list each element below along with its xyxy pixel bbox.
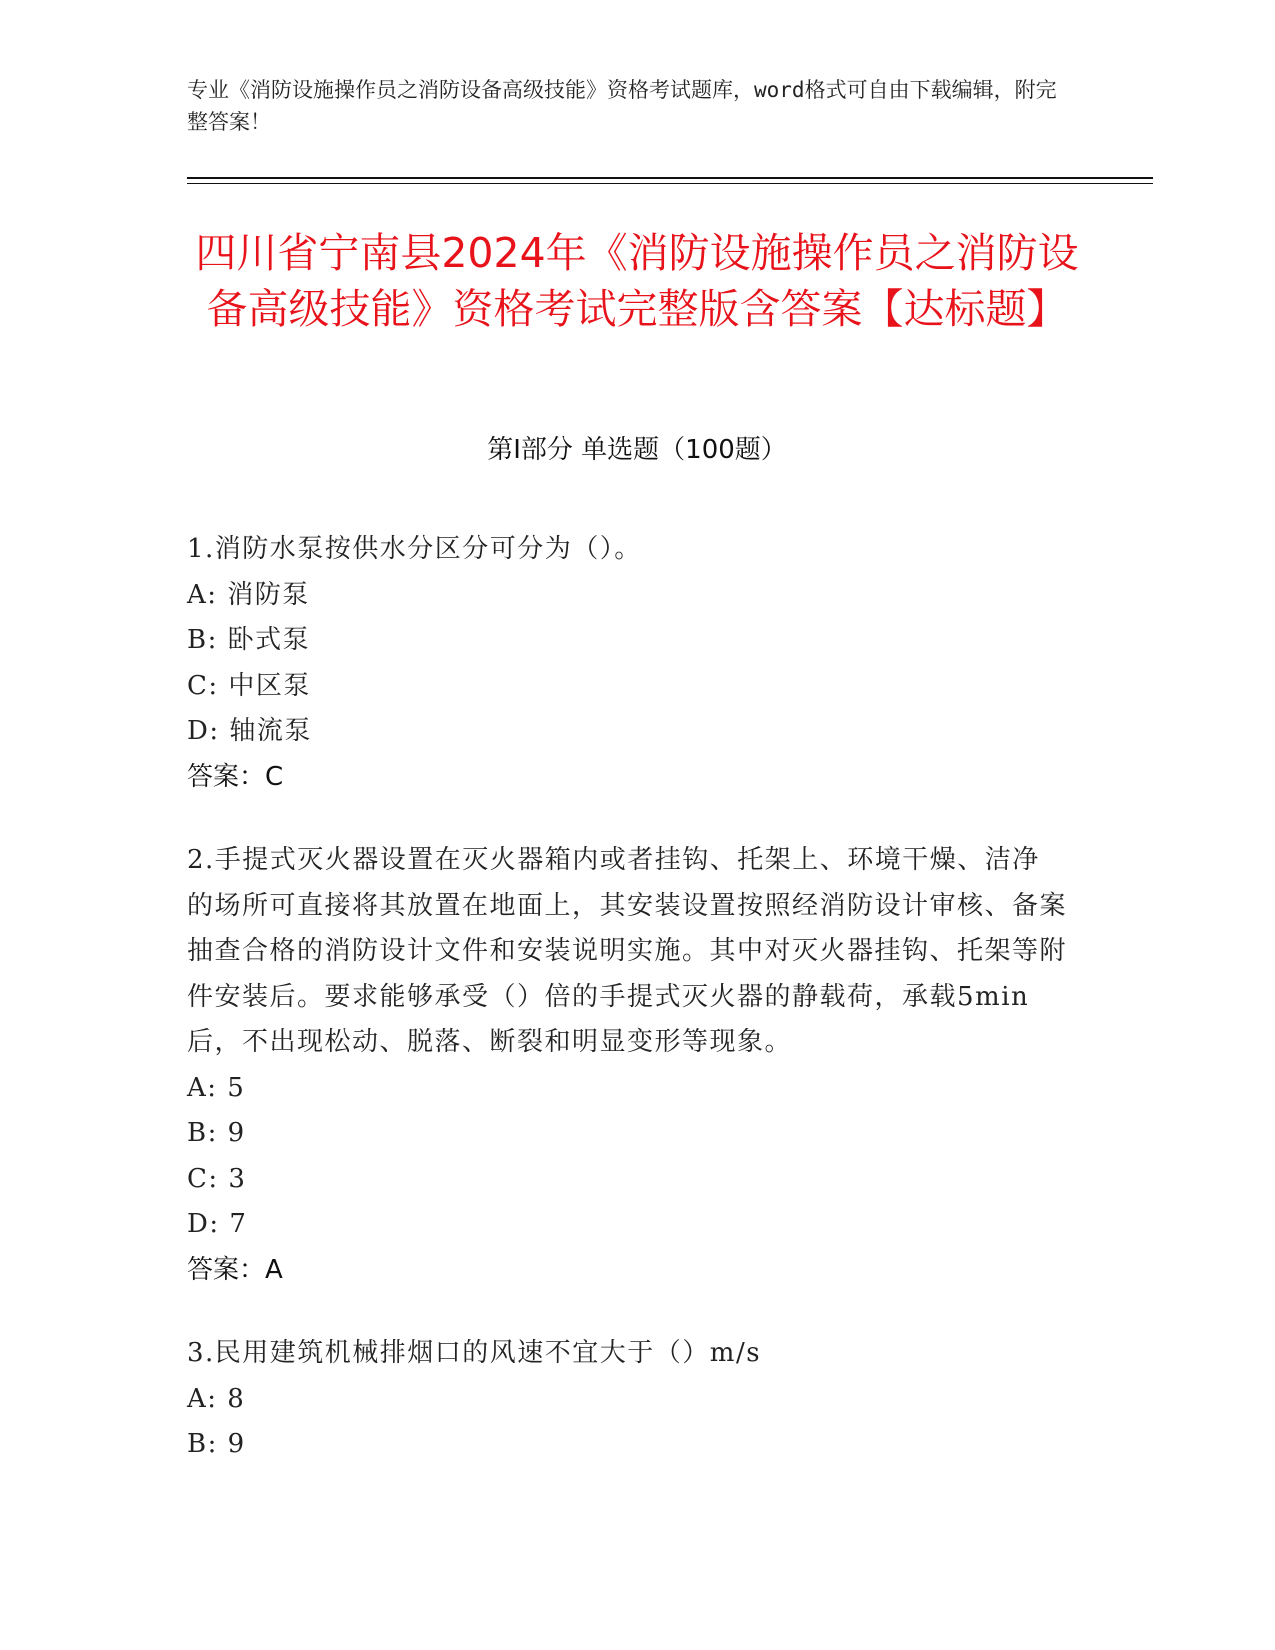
- option-b: B: 9: [187, 1118, 246, 1148]
- option-b: B: 9: [187, 1429, 246, 1459]
- question-stem: 3.民用建筑机械排烟口的风速不宜大于（）m/s: [187, 1338, 762, 1368]
- answer-line: 答案：A: [187, 1254, 283, 1285]
- option-d: D: 轴流泵: [187, 716, 312, 746]
- option-c: C: 3: [187, 1163, 247, 1194]
- header-rule-thick: [187, 177, 1153, 179]
- question-3: [187, 1331, 1067, 1468]
- option-c: C: 中区泵: [187, 670, 311, 701]
- document-title: 四川省宁南县2024年《消防设施操作员之消防设备高级技能》资格考试完整版含答案【达标题】: [195, 229, 1079, 333]
- header-note: 专业《消防设施操作员之消防设备高级技能》资格考试题库，word格式可自由下载编辑，附完整答案！: [187, 78, 1057, 134]
- option-a: A: 消防泵: [187, 579, 310, 610]
- option-a: A: 5: [187, 1072, 246, 1103]
- section-heading: 第I部分 单选题（100题）: [487, 435, 787, 465]
- question-1: [187, 527, 1067, 800]
- question-2: [187, 838, 1067, 1293]
- question-stem: 2.手提式灭火器设置在灭火器箱内或者挂钩、托架上、环境干燥、洁净的场所可直接将其放置在地面上，其安装设置按照经消防设计审核、备案抽查合格的消防设计文件和安装说明实施。其中对灭火器挂钩、托架等附件安装后。要求能够承受（）倍的手提式灭火器的静载荷，承载5min后，不出现松动、脱落、断裂和明显变形等现象。: [187, 845, 1068, 1057]
- option-d: D: 7: [187, 1209, 248, 1239]
- header-rule-thin: [187, 183, 1153, 184]
- option-b: B: 卧式泵: [187, 625, 311, 655]
- question-stem: 1.消防水泵按供水分区分可分为（）。: [187, 534, 642, 564]
- question-list: [187, 527, 1067, 1506]
- answer-line: 答案：C: [187, 761, 284, 792]
- option-a: A: 8: [187, 1383, 246, 1414]
